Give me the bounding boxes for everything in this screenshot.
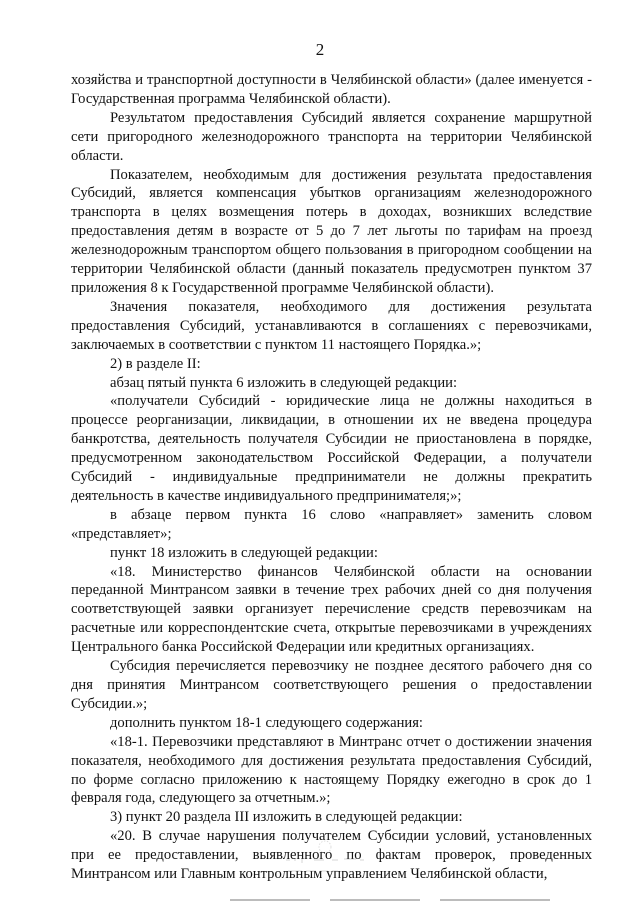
- paragraph: Значения показателя, необходимого для достижения результата предоставления Субсидий, устанавливаются в соглашениях с перевозчиками, заключаемых в соответствии с пунктом 11 настоящего Порядка.»;: [71, 298, 592, 353]
- document-body: [71, 71, 592, 884]
- bottom-edge-mark: [230, 899, 310, 901]
- paragraph: абзац пятый пункта 6 изложить в следующей редакции:: [110, 374, 458, 391]
- paragraph: «18. Министерство финансов Челябинской области на основании переданной Минтрансом заявки в течение трех рабочих дней со дня получения соответствующей заявки организует перечисление средств перевозчикам на расчетные или корреспондентские счета, открытые перевозчиками в учреждениях Центрального банка Российской Федерации или кредитных организациях.: [71, 563, 592, 656]
- paragraph: пункт 18 изложить в следующей редакции:: [110, 544, 378, 561]
- paragraph: 3) пункт 20 раздела III изложить в следующей редакции:: [110, 809, 463, 826]
- page-number: 2: [315, 40, 325, 59]
- paragraph: «получатели Субсидий - юридические лица не должны находиться в процессе реорганизации, ликвидации, в отношении их не введена процедура банкротства, деятельность получателя Субсидии не приостановлена в порядке, предусмотренном законодательством Российской Федерации, а получатели Субсидий - индивидуальные предприниматели не должны прекратить деятельность в качестве индивидуального предпринимателя;»;: [71, 393, 592, 504]
- paragraph: Показателем, необходимым для достижения результата предоставления Субсидий, является компенсация убытков организациям железнодорожного транспорта в целях возмещения потерь в доходах, возникших вследствие предоставления детям в возрасте от 5 до 7 лет льготы по тарифам на проезд железнодорожным транспортом общего пользования в пригородном сообщении на территории Челябинской области (данный показатель предусмотрен пунктом 37 приложения 8 к Государственной программе Челябинской области).: [71, 166, 592, 296]
- paragraph: «20. В случае нарушения получателем Субсидии условий, установленных при ее предоставлении, выявленного по фактам проверок, проведенных Минтрансом или Главным контрольным управлением Челябинской области,: [71, 828, 592, 883]
- faint-stamp-mark: [280, 838, 370, 878]
- paragraph: хозяйства и транспортной доступности в Челябинской области» (далее именуется - Государственная программа Челябинской области).: [71, 72, 592, 107]
- bottom-edge-mark: [330, 899, 420, 901]
- paragraph: в абзаце первом пункта 16 слово «направляет» заменить словом «представляет»;: [71, 506, 592, 542]
- paragraph: Субсидия перечисляется перевозчику не позднее десятого рабочего дня со дня принятия Минтрансом соответствующего решения о предоставлении Субсидии.»;: [71, 658, 592, 712]
- paragraph: «18-1. Перевозчики представляют в Минтранс отчет о достижении значения показателя, необходимого для достижения результата предоставления Субсидий, по форме согласно приложению к настоящему Порядку ежегодно в срок до 1 февраля года, следующего за отчетным.»;: [71, 733, 592, 807]
- paragraph: дополнить пунктом 18-1 следующего содержания:: [110, 714, 423, 731]
- paragraph: Результатом предоставления Субсидий является сохранение маршрутной сети пригородного железнодорожного транспорта на территории Челябинской области.: [71, 109, 592, 164]
- paragraph: 2) в разделе II:: [110, 355, 201, 372]
- bottom-edge-mark: [440, 899, 550, 901]
